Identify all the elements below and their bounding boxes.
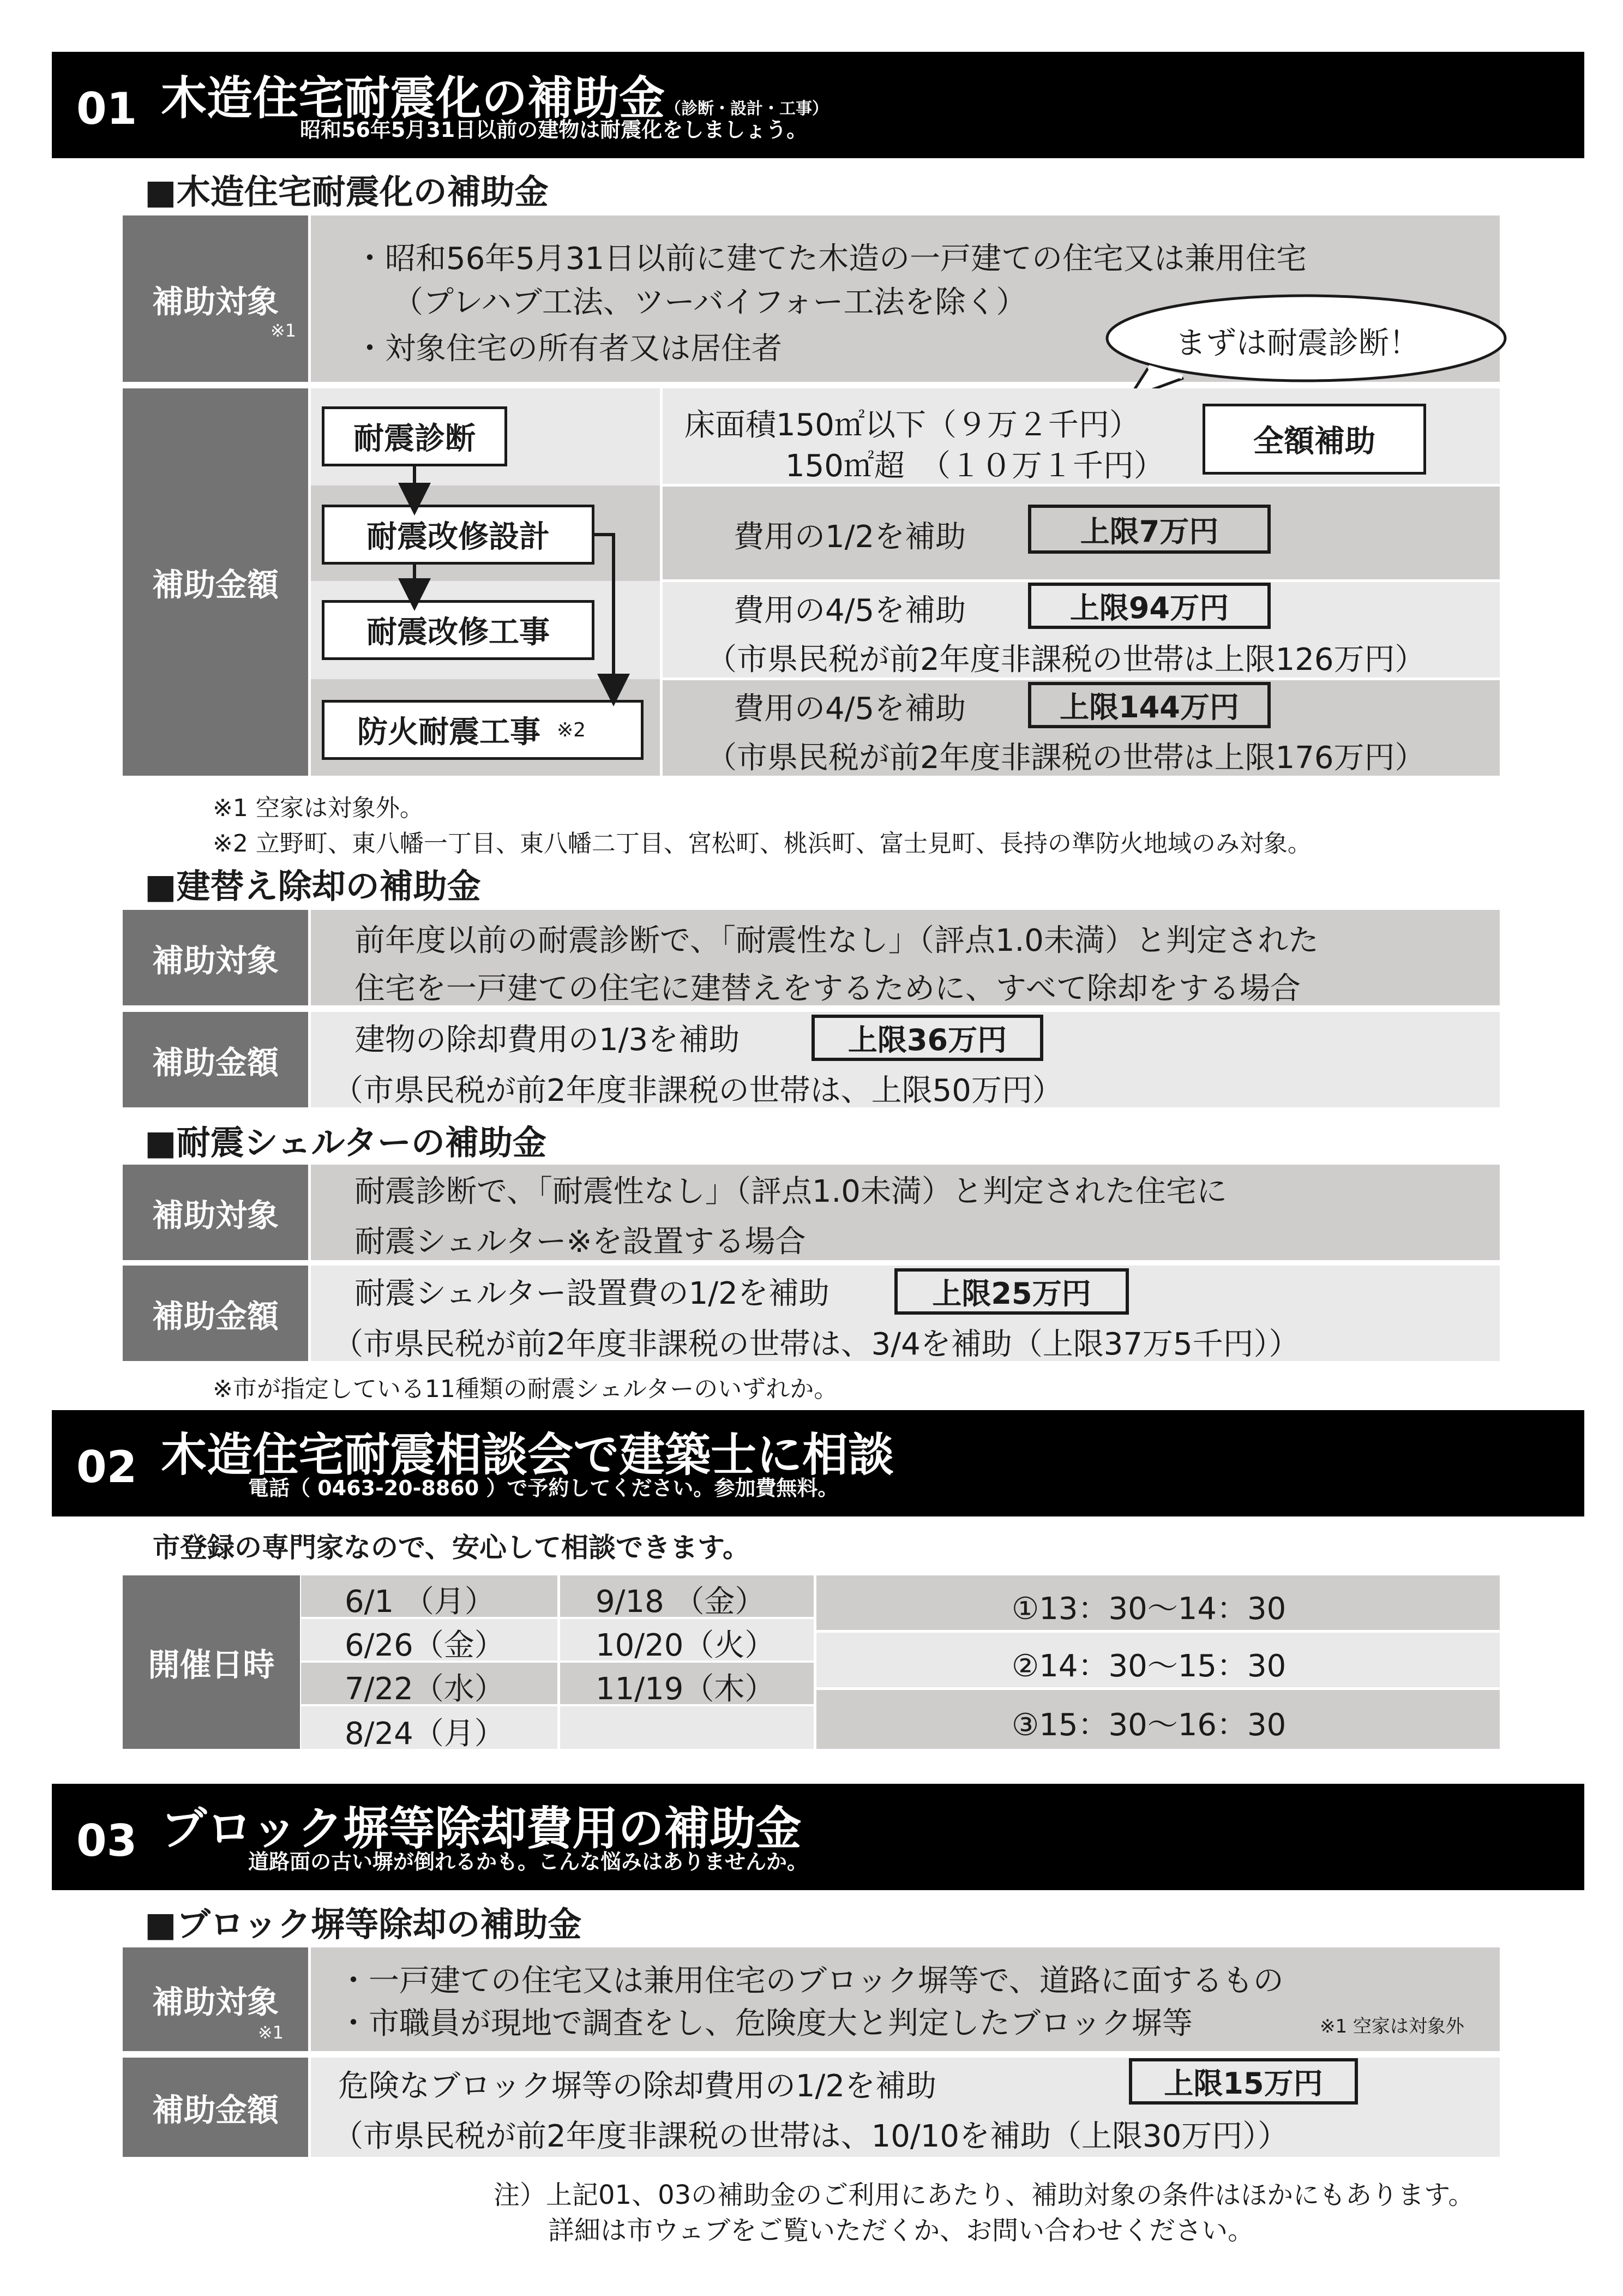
shelter-amount-text: 耐震シェルター設置費の1/2を補助 [354,1276,829,1311]
shelter-target-label: 補助対象 [123,1165,308,1260]
block-target-label: 補助対象 ※1 [123,1947,308,2051]
amount-label: 補助金額 [123,388,308,776]
date-cell: 9/18 （金） [596,1584,766,1620]
title-small: （診断・設計・工事） [665,99,829,118]
rebuild-amount-note: （市県民税が前2年度非課税の世帯は、上限50万円） [333,1073,1063,1108]
shelter-amount-note: （市県民税が前2年度非課税の世帯は、3/4を補助（上限37万5千円）） [333,1327,1300,1362]
footnote-1: ※1 空家は対象外。 [213,794,424,822]
design-text: 費用の1/2を補助 [734,519,966,555]
date-cell: 7/22（水） [345,1671,505,1707]
block-target-note: ※1 [257,2022,284,2043]
block-amount-limit: 上限15万円 [1129,2058,1358,2105]
work-limit: 上限94万円 [1028,583,1271,629]
section-subtitle: 道路面の古い塀が倒れるかも。こんな悩みはありませんか。 [248,1850,808,1874]
footer-line-2: 詳細は市ウェブをご覧いただくか、お問い合わせください。 [548,2215,1254,2246]
section-03-banner [52,1784,1584,1890]
flow-fire-note: ※2 [557,718,586,741]
rebuild-target-line-2: 住宅を一戸建ての住宅に建替えをするために、すべて除却をする場合 [354,971,1301,1006]
work-note: （市県民税が前2年度非課税の世帯は上限126万円） [706,642,1426,678]
section-subtitle: 電話（ 0463-20-8860 ）で予約してください。参加費無料。 [248,1476,839,1500]
block-heading: ■ブロック塀等除却の補助金 [145,1904,582,1944]
date-col-divider [557,1575,560,1749]
date-cell: 6/26（金） [345,1628,505,1663]
footnote-2: ※2 立野町、東八幡一丁目、東八幡二丁目、宮松町、桃浜町、富士見町、長持の準防火地域のみ対象。 [213,830,1312,858]
date-cell: 6/1 （月） [345,1584,495,1620]
section-number: 02 [76,1442,137,1492]
rebuild-amount-label: 補助金額 [123,1012,308,1107]
time-slot: ②14：30〜15：30 [1012,1648,1287,1684]
time-slot: ③15：30〜16：30 [1012,1707,1287,1743]
date-cell: 10/20（火） [596,1628,776,1663]
fire-text: 費用の4/5を補助 [734,691,966,727]
section-number: 01 [76,83,137,134]
section-title: 木造住宅耐震化の補助金（診断・設計・工事） [161,71,829,125]
footer-line-1: 注）上記01、03の補助金のご利用にあたり、補助対象の条件はほかにもあります。 [494,2180,1475,2210]
diag-line-1: 床面積150㎡以下（９万２千円） [684,407,1140,443]
block-amount-note: （市県民税が前2年度非課税の世帯は、10/10を補助（上限30万円）） [333,2119,1289,2154]
rebuild-amount-text: 建物の除却費用の1/3を補助 [354,1022,740,1058]
full-subsidy-badge: 全額補助 [1203,404,1426,475]
diag-line-2: 150㎡超 （１０万１千円） [785,448,1164,484]
target-note: ※1 [270,320,296,341]
fire-limit: 上限144万円 [1028,682,1271,728]
section-01-banner [52,52,1584,158]
work-text: 費用の4/5を補助 [734,593,966,628]
target-line-3: ・対象住宅の所有者又は居住者 [354,331,782,367]
block-target-line-1: ・一戸建ての住宅又は兼用住宅のブロック塀等で、道路に面するもの [338,1963,1284,1999]
rebuild-target-line-1: 前年度以前の耐震診断で、「耐震性なし」（評点1.0未満）と判定された [354,923,1319,958]
section-subtitle: 昭和56年5月31日以前の建物は耐震化をしましょう。 [300,118,808,142]
section-title: ブロック塀等除却費用の補助金 [161,1802,802,1855]
shelter-footnote: ※市が指定している11種類の耐震シェルターのいずれか。 [213,1375,838,1403]
target-label: 補助対象 ※1 [123,215,308,382]
rebuild-amount-limit: 上限36万円 [812,1015,1043,1061]
shelter-amount-limit: 上限25万円 [894,1268,1129,1315]
bubble-text: まずは耐震診断！ [1175,326,1420,361]
section-number: 03 [76,1815,137,1866]
rebuild-heading: ■建替え除却の補助金 [145,866,481,906]
date-grid [301,1575,814,1752]
block-amount-text: 危険なブロック塀等の除却費用の1/2を補助 [338,2069,937,2104]
block-target-line-2: ・市職員が現地で調査をし、危険度大と判定したブロック塀等 [338,2006,1193,2041]
section-title: 木造住宅耐震相談会で建築士に相談 [161,1428,894,1482]
time-slot: ①13：30〜14：30 [1012,1591,1287,1627]
flow-work: 耐震改修工事 [322,600,594,660]
rebuild-target-label: 補助対象 [123,910,308,1005]
flow-arrows [305,464,633,709]
subsection-heading: ■木造住宅耐震化の補助金 [145,172,549,212]
target-line-1: ・昭和56年5月31日以前に建てた木造の一戸建ての住宅又は兼用住宅 [354,241,1307,277]
shelter-target-line-2: 耐震シェルター※を設置する場合 [354,1224,806,1260]
shelter-target-line-1: 耐震診断で、「耐震性なし」（評点1.0未満）と判定された住宅に [354,1174,1227,1209]
block-target-side-note: ※1 空家は対象外 [1320,2016,1464,2037]
fire-note: （市県民税が前2年度非課税の世帯は上限176万円） [706,740,1426,776]
block-amount-label: 補助金額 [123,2058,308,2157]
date-cell: 8/24（月） [345,1716,505,1752]
consult-note: 市登録の専門家なので、安心して相談できます。 [153,1532,750,1563]
design-limit: 上限7万円 [1028,505,1271,554]
date-label: 開催日時 [123,1575,300,1749]
target-line-2: （プレハブ工法、ツーバイフォー工法を除く） [393,285,1027,320]
shelter-heading: ■耐震シェルターの補助金 [145,1123,546,1162]
flow-design: 耐震改修設計 [322,505,594,565]
section-02-banner [52,1410,1584,1516]
flow-diagnosis: 耐震診断 [322,406,507,466]
shelter-amount-label: 補助金額 [123,1266,308,1361]
flow-fire: 防火耐震工事 ※2 [322,700,644,760]
date-cell: 11/19（木） [596,1671,776,1707]
